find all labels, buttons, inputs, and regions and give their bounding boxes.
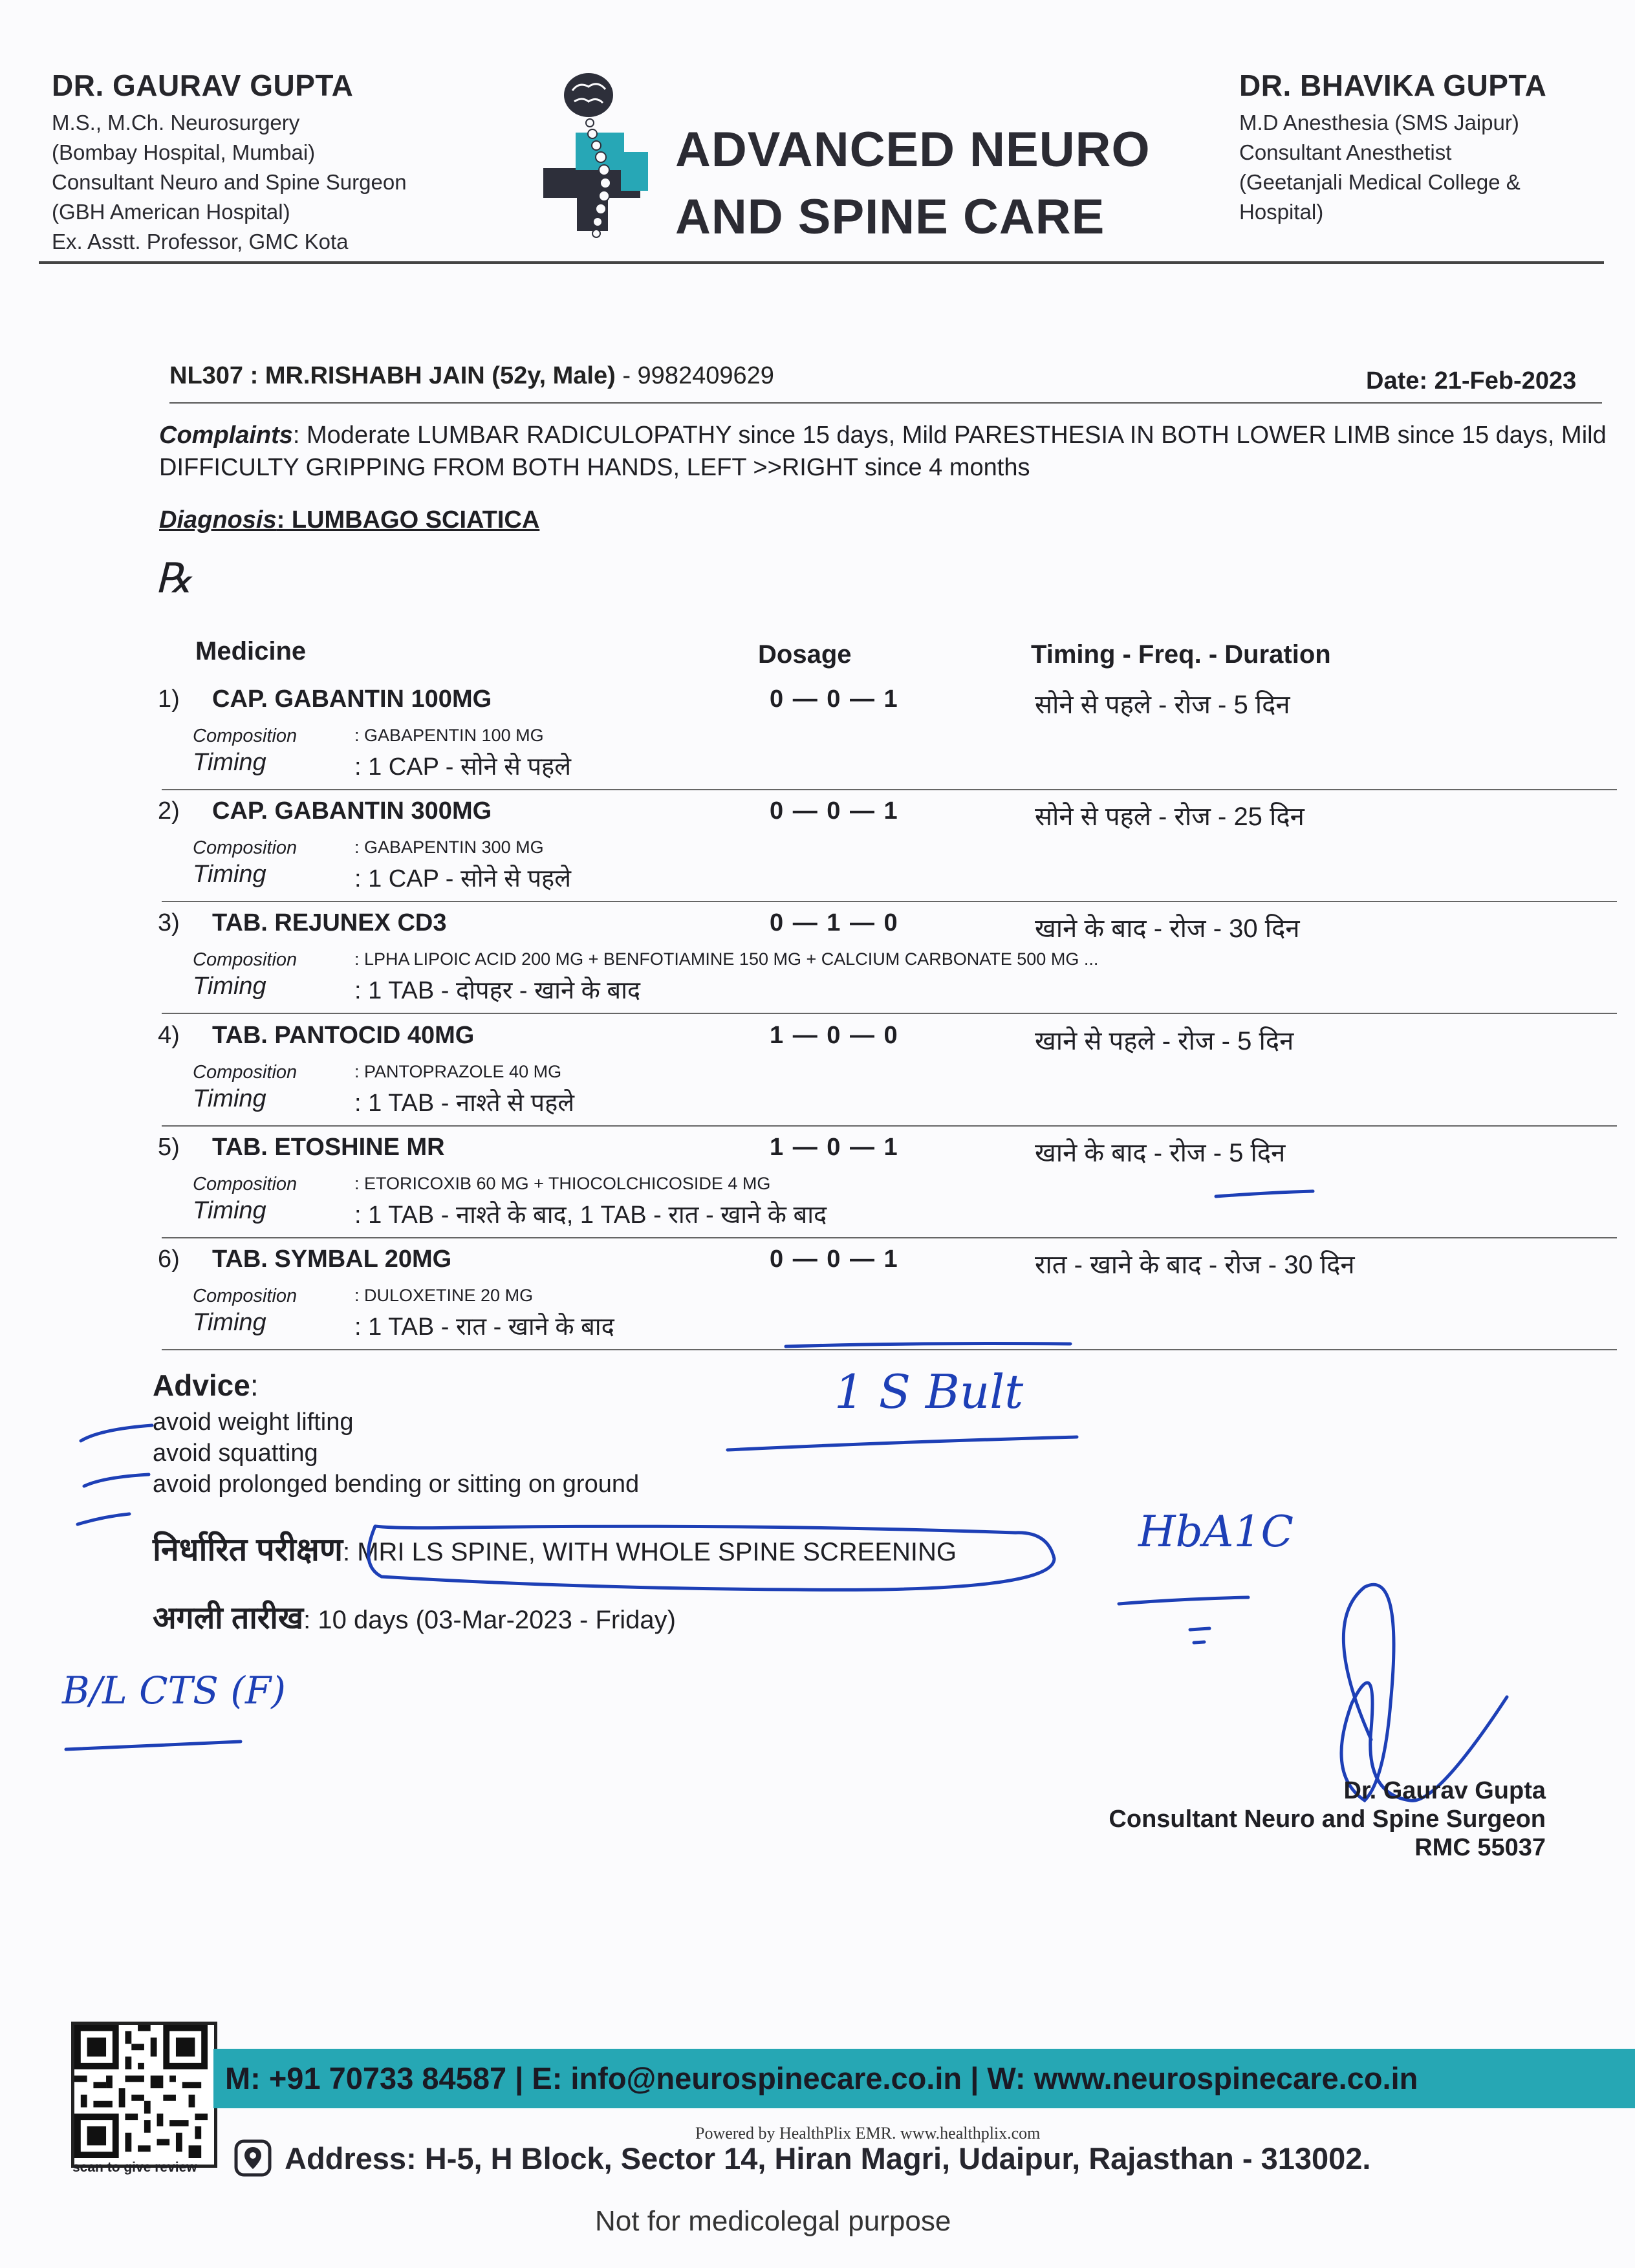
timing-label: Timing [193, 861, 266, 888]
ink-tick [1190, 1628, 1209, 1643]
medicine-instruction: : 1 TAB - नाश्ते के बाद, 1 TAB - रात - खाने के बाद [354, 1202, 827, 1229]
next-visit-label: अगली तारीख [153, 1601, 304, 1636]
medicine-number: 5) [158, 1134, 180, 1161]
timing-label: Timing [193, 1197, 266, 1224]
right-doctor-name: DR. BHAVIKA GUPTA [1239, 69, 1547, 102]
advice-item: avoid weight lifting [153, 1409, 354, 1436]
signature-reg: RMC 55037 [1414, 1834, 1546, 1861]
diagnosis-label: Diagnosis [159, 506, 277, 534]
composition-label: Composition [193, 837, 298, 858]
medicine-timing: सोने से पहले - रोज - 5 दिन [1035, 691, 1290, 719]
composition-label: Composition [193, 1286, 298, 1306]
right-doctor-line: Consultant Anesthetist [1239, 140, 1452, 164]
medicine-name: TAB. PANTOCID 40MG [212, 1022, 475, 1049]
right-doctor-line: M.D Anesthesia (SMS Jaipur) [1239, 111, 1519, 135]
patient-phone: - 9982409629 [615, 362, 774, 389]
medicine-number: 4) [158, 1022, 180, 1049]
ink-tick [84, 1474, 149, 1486]
left-doctor-line: (Bombay Hospital, Mumbai) [52, 140, 316, 164]
medicine-number: 6) [158, 1246, 180, 1273]
medicine-composition: : GABAPENTIN 300 MG [354, 837, 544, 857]
medicine-name: TAB. REJUNEX CD3 [212, 909, 447, 936]
medicine-dosage: 0 — 1 — 0 [770, 909, 899, 936]
signature-title: Consultant Neuro and Spine Surgeon [1109, 1806, 1546, 1833]
footer-address: Address: H-5, H Block, Sector 14, Hiran Magri, Udaipur, Rajasthan - 313002. [285, 2141, 1371, 2176]
left-doctor-line: M.S., M.Ch. Neurosurgery [52, 111, 300, 135]
col-header-timing: Timing - Freq. - Duration [1031, 640, 1331, 669]
composition-label: Composition [193, 1062, 298, 1083]
right-doctor-line: Hospital) [1239, 200, 1324, 224]
medicine-composition: : LPHA LIPOIC ACID 200 MG + BENFOTIAMINE 150 MG + CALCIUM CARBONATE 500 MG ... [354, 949, 1099, 969]
ink-underline [66, 1742, 241, 1749]
left-doctor-name: DR. GAURAV GUPTA [52, 69, 354, 102]
medicine-timing: खाने के बाद - रोज - 30 दिन [1035, 914, 1300, 943]
medicine-instruction: : 1 CAP - सोने से पहले [354, 865, 571, 892]
ink-circle [369, 1526, 1054, 1590]
diagnosis-value: : LUMBAGO SCIATICA [276, 506, 540, 534]
timing-label: Timing [193, 973, 266, 1000]
ink-line [786, 1344, 1070, 1347]
medicine-composition: : PANTOPRAZOLE 40 MG [354, 1062, 562, 1081]
composition-label: Composition [193, 726, 298, 746]
medicine-number: 2) [158, 797, 180, 825]
visit-date: Date: 21-Feb-2023 [1366, 367, 1577, 394]
composition-label: Composition [193, 949, 298, 970]
complaints-label: Complaints [159, 422, 293, 449]
left-doctor-line: Consultant Neuro and Spine Surgeon [52, 170, 407, 194]
left-doctor-line: (GBH American Hospital) [52, 200, 290, 224]
ink-tick [81, 1425, 152, 1441]
medicine-name: TAB. SYMBAL 20MG [212, 1246, 452, 1273]
next-visit-value: : 10 days (03-Mar-2023 - Friday) [303, 1606, 676, 1634]
medicine-composition: : DULOXETINE 20 MG [354, 1286, 534, 1305]
tests-label: निर्धारित परीक्षण [153, 1531, 343, 1568]
medicine-instruction: : 1 CAP - सोने से पहले [354, 753, 571, 781]
medicine-name: TAB. ETOSHINE MR [212, 1134, 445, 1161]
ink-underline [1216, 1191, 1313, 1196]
handwritten-note-1: 1 S Bult [834, 1365, 1024, 1419]
rx-symbol: ℞ [155, 555, 193, 603]
handwritten-note-2: HbA1C [1138, 1507, 1294, 1557]
medicine-dosage: 0 — 0 — 1 [770, 797, 899, 825]
timing-label: Timing [193, 1309, 266, 1336]
medicine-composition: : GABAPENTIN 100 MG [354, 726, 544, 745]
brand-line-1: ADVANCED NEURO [675, 122, 1151, 177]
medicine-name: CAP. GABANTIN 100MG [212, 686, 492, 713]
col-header-medicine: Medicine [195, 637, 307, 665]
ink-underline [728, 1437, 1077, 1450]
location-pin-icon [234, 2139, 272, 2177]
timing-label: Timing [193, 749, 266, 776]
medicine-instruction: : 1 TAB - दोपहर - खाने के बाद [354, 977, 641, 1004]
signature-scribble [1341, 1584, 1507, 1800]
complaints-text: : Moderate LUMBAR RADICULOPATHY since 15 days, Mild PARESTHESIA IN BOTH LOWER LIMB since 15 days, Mild DIFFICULTY GRIPPING FROM BOTH HANDS, LEFT >>RIGHT since 4 months [159, 422, 1607, 481]
medicine-instruction: : 1 TAB - नाश्ते से पहले [354, 1090, 575, 1117]
medicine-name: CAP. GABANTIN 300MG [212, 797, 492, 825]
medicine-dosage: 0 — 0 — 1 [770, 1246, 899, 1273]
patient-id-name: NL307 : MR.RISHABH JAIN (52y, Male) [169, 362, 616, 389]
review-qr-code[interactable] [71, 2022, 217, 2168]
qr-code-icon [74, 2025, 208, 2158]
advice-title: Advice [153, 1368, 250, 1402]
advice-item: avoid squatting [153, 1440, 318, 1467]
medicine-instruction: : 1 TAB - रात - खाने के बाद [354, 1313, 614, 1341]
right-doctor-line: (Geetanjali Medical College & [1239, 170, 1521, 194]
medicine-timing: खाने से पहले - रोज - 5 दिन [1035, 1027, 1294, 1055]
medicine-number: 1) [158, 686, 180, 713]
handwritten-note-3: B/L CTS (F) [62, 1669, 286, 1712]
medicine-dosage: 0 — 0 — 1 [770, 686, 899, 713]
medicine-dosage: 1 — 0 — 0 [770, 1022, 899, 1049]
composition-label: Composition [193, 1174, 298, 1194]
medicine-timing: रात - खाने के बाद - रोज - 30 दिन [1035, 1251, 1355, 1279]
medicine-dosage: 1 — 0 — 1 [770, 1134, 899, 1161]
medicine-timing: खाने के बाद - रोज - 5 दिन [1035, 1139, 1286, 1167]
brand-line-2: AND SPINE CARE [675, 189, 1105, 244]
disclaimer: Not for medicolegal purpose [595, 2205, 951, 2237]
tests-value: : MRI LS SPINE, WITH WHOLE SPINE SCREENING [343, 1538, 957, 1566]
qr-caption: scan to give review [72, 2160, 197, 2175]
left-doctor-line: Ex. Asstt. Professor, GMC Kota [52, 230, 349, 254]
advice-heading: Advice: [153, 1368, 259, 1402]
col-header-dosage: Dosage [758, 640, 852, 669]
medicine-timing: सोने से पहले - रोज - 25 दिन [1035, 803, 1305, 831]
powered-by: Powered by HealthPlix EMR. www.healthplix.com [695, 2124, 1041, 2143]
medicine-composition: : ETORICOXIB 60 MG + THIOCOLCHICOSIDE 4 MG [354, 1174, 771, 1193]
ink-tick [78, 1514, 129, 1524]
timing-label: Timing [193, 1085, 266, 1112]
signature-name: Dr. Gaurav Gupta [1343, 1777, 1546, 1804]
footer-contact[interactable]: M: +91 70733 84587 | E: info@neurospinecare.co.in | W: www.neurospinecare.co.in [225, 2061, 1418, 2095]
advice-item: avoid prolonged bending or sitting on ground [153, 1471, 640, 1498]
ink-underline [1119, 1597, 1248, 1604]
medicine-number: 3) [158, 909, 180, 936]
